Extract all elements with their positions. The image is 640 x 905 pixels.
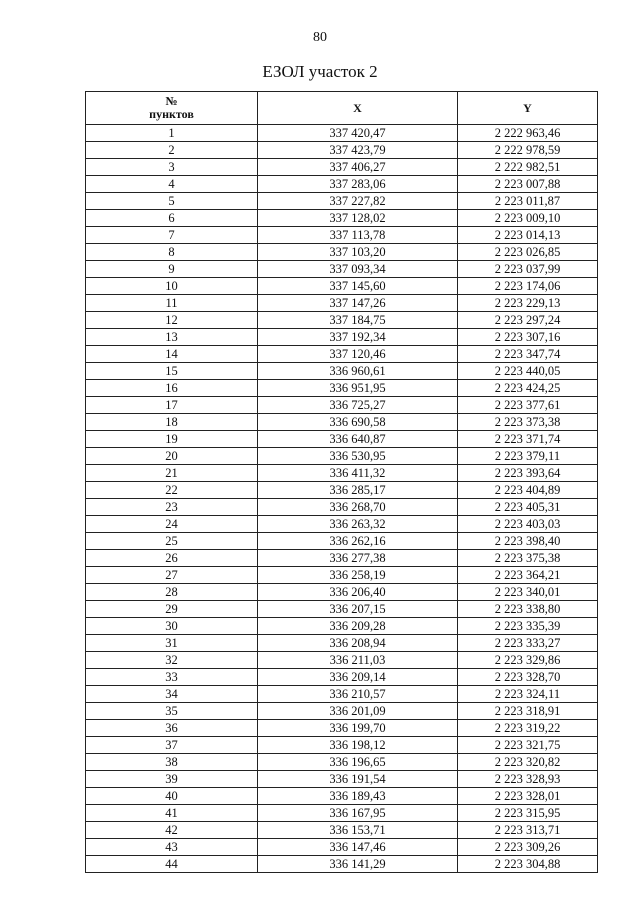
table-row <box>86 635 598 652</box>
x-coordinate-cell: 336 209,14 <box>258 669 458 686</box>
point-number-cell: 2 <box>86 142 258 159</box>
x-coordinate-cell: 336 199,70 <box>258 720 458 737</box>
point-number-cell: 37 <box>86 737 258 754</box>
x-coordinate-cell: 337 283,06 <box>258 176 458 193</box>
x-coordinate-cell: 336 141,29 <box>258 856 458 873</box>
table-header-row <box>86 92 598 125</box>
table-row <box>86 278 598 295</box>
table-row <box>86 669 598 686</box>
header-y: Y <box>458 92 598 125</box>
x-coordinate-cell: 337 406,27 <box>258 159 458 176</box>
y-coordinate-cell: 2 223 403,03 <box>458 516 598 533</box>
table-row <box>86 363 598 380</box>
point-number-cell: 16 <box>86 380 258 397</box>
point-number-cell: 42 <box>86 822 258 839</box>
point-number-cell: 13 <box>86 329 258 346</box>
point-number-cell: 19 <box>86 431 258 448</box>
point-number-cell: 3 <box>86 159 258 176</box>
point-number-cell: 43 <box>86 839 258 856</box>
y-coordinate-cell: 2 223 340,01 <box>458 584 598 601</box>
point-number-cell: 35 <box>86 703 258 720</box>
header-point-number <box>86 92 258 125</box>
x-coordinate-cell: 336 206,40 <box>258 584 458 601</box>
point-number-cell: 31 <box>86 635 258 652</box>
y-coordinate-cell: 2 223 304,88 <box>458 856 598 873</box>
x-coordinate-cell: 336 153,71 <box>258 822 458 839</box>
table-row <box>86 414 598 431</box>
table-row <box>86 567 598 584</box>
point-number-cell: 8 <box>86 244 258 261</box>
x-coordinate-cell: 337 420,47 <box>258 125 458 142</box>
point-number-cell: 39 <box>86 771 258 788</box>
table-row <box>86 499 598 516</box>
point-number-cell: 22 <box>86 482 258 499</box>
table-row <box>86 584 598 601</box>
table-row <box>86 601 598 618</box>
table-row <box>86 771 598 788</box>
y-coordinate-cell: 2 223 319,22 <box>458 720 598 737</box>
table-row <box>86 329 598 346</box>
point-number-cell: 18 <box>86 414 258 431</box>
y-coordinate-cell: 2 223 011,87 <box>458 193 598 210</box>
y-coordinate-cell: 2 223 007,88 <box>458 176 598 193</box>
y-coordinate-cell: 2 223 393,64 <box>458 465 598 482</box>
point-number-cell: 25 <box>86 533 258 550</box>
x-coordinate-cell: 336 209,28 <box>258 618 458 635</box>
point-number-cell: 28 <box>86 584 258 601</box>
table-row <box>86 431 598 448</box>
point-number-cell: 32 <box>86 652 258 669</box>
y-coordinate-cell: 2 223 377,61 <box>458 397 598 414</box>
x-coordinate-cell: 337 423,79 <box>258 142 458 159</box>
point-number-cell: 1 <box>86 125 258 142</box>
table-row <box>86 856 598 873</box>
x-coordinate-cell: 336 196,65 <box>258 754 458 771</box>
y-coordinate-cell: 2 223 405,31 <box>458 499 598 516</box>
y-coordinate-cell: 2 223 297,24 <box>458 312 598 329</box>
point-number-cell: 21 <box>86 465 258 482</box>
table-row <box>86 805 598 822</box>
table-row <box>86 312 598 329</box>
y-coordinate-cell: 2 223 307,16 <box>458 329 598 346</box>
point-number-cell: 27 <box>86 567 258 584</box>
y-coordinate-cell: 2 223 364,21 <box>458 567 598 584</box>
x-coordinate-cell: 336 208,94 <box>258 635 458 652</box>
x-coordinate-cell: 336 167,95 <box>258 805 458 822</box>
y-coordinate-cell: 2 223 440,05 <box>458 363 598 380</box>
point-number-cell: 7 <box>86 227 258 244</box>
x-coordinate-cell: 336 690,58 <box>258 414 458 431</box>
point-number-cell: 29 <box>86 601 258 618</box>
y-coordinate-cell: 2 223 373,38 <box>458 414 598 431</box>
x-coordinate-cell: 336 211,03 <box>258 652 458 669</box>
y-coordinate-cell: 2 223 329,86 <box>458 652 598 669</box>
table-row <box>86 465 598 482</box>
table-row <box>86 346 598 363</box>
table-row <box>86 550 598 567</box>
x-coordinate-cell: 336 198,12 <box>258 737 458 754</box>
point-number-cell: 33 <box>86 669 258 686</box>
table-row <box>86 703 598 720</box>
y-coordinate-cell: 2 223 328,70 <box>458 669 598 686</box>
table-row <box>86 533 598 550</box>
table-row <box>86 448 598 465</box>
y-coordinate-cell: 2 223 315,95 <box>458 805 598 822</box>
y-coordinate-cell: 2 223 328,93 <box>458 771 598 788</box>
y-coordinate-cell: 2 223 338,80 <box>458 601 598 618</box>
y-coordinate-cell: 2 222 982,51 <box>458 159 598 176</box>
y-coordinate-cell: 2 223 404,89 <box>458 482 598 499</box>
x-coordinate-cell: 336 411,32 <box>258 465 458 482</box>
y-coordinate-cell: 2 223 229,13 <box>458 295 598 312</box>
table-row <box>86 176 598 193</box>
page-number: 80 <box>313 30 327 45</box>
header-number-word: пунктов <box>149 107 194 121</box>
table-row <box>86 516 598 533</box>
table-row <box>86 295 598 312</box>
x-coordinate-cell: 336 189,43 <box>258 788 458 805</box>
y-coordinate-cell: 2 222 978,59 <box>458 142 598 159</box>
header-number-sign: № <box>165 94 178 108</box>
point-number-cell: 41 <box>86 805 258 822</box>
table-row <box>86 380 598 397</box>
point-number-cell: 44 <box>86 856 258 873</box>
table-row <box>86 754 598 771</box>
y-coordinate-cell: 2 223 379,11 <box>458 448 598 465</box>
y-coordinate-cell: 2 223 318,91 <box>458 703 598 720</box>
table-row <box>86 686 598 703</box>
y-coordinate-cell: 2 223 324,11 <box>458 686 598 703</box>
table-row <box>86 482 598 499</box>
point-number-cell: 4 <box>86 176 258 193</box>
x-coordinate-cell: 337 147,26 <box>258 295 458 312</box>
y-coordinate-cell: 2 223 328,01 <box>458 788 598 805</box>
point-number-cell: 11 <box>86 295 258 312</box>
x-coordinate-cell: 336 263,32 <box>258 516 458 533</box>
point-number-cell: 9 <box>86 261 258 278</box>
y-coordinate-cell: 2 223 347,74 <box>458 346 598 363</box>
table-row <box>86 720 598 737</box>
point-number-cell: 20 <box>86 448 258 465</box>
x-coordinate-cell: 337 120,46 <box>258 346 458 363</box>
x-coordinate-cell: 336 210,57 <box>258 686 458 703</box>
y-coordinate-cell: 2 223 037,99 <box>458 261 598 278</box>
page-title: ЕЗОЛ участок 2 <box>262 62 378 81</box>
point-number-cell: 10 <box>86 278 258 295</box>
x-coordinate-cell: 336 201,09 <box>258 703 458 720</box>
y-coordinate-cell: 2 223 375,38 <box>458 550 598 567</box>
table-row <box>86 737 598 754</box>
y-coordinate-cell: 2 223 313,71 <box>458 822 598 839</box>
x-coordinate-cell: 337 192,34 <box>258 329 458 346</box>
point-number-cell: 15 <box>86 363 258 380</box>
table-row <box>86 244 598 261</box>
x-coordinate-cell: 337 145,60 <box>258 278 458 295</box>
point-number-cell: 6 <box>86 210 258 227</box>
y-coordinate-cell: 2 223 309,26 <box>458 839 598 856</box>
y-coordinate-cell: 2 223 424,25 <box>458 380 598 397</box>
table-row <box>86 142 598 159</box>
point-number-cell: 5 <box>86 193 258 210</box>
x-coordinate-cell: 336 640,87 <box>258 431 458 448</box>
point-number-cell: 12 <box>86 312 258 329</box>
point-number-cell: 36 <box>86 720 258 737</box>
point-number-cell: 30 <box>86 618 258 635</box>
point-number-cell: 34 <box>86 686 258 703</box>
y-coordinate-cell: 2 223 320,82 <box>458 754 598 771</box>
header-x: X <box>258 92 458 125</box>
table-row <box>86 227 598 244</box>
y-coordinate-cell: 2 223 371,74 <box>458 431 598 448</box>
x-coordinate-cell: 336 147,46 <box>258 839 458 856</box>
x-coordinate-cell: 336 960,61 <box>258 363 458 380</box>
table-row <box>86 261 598 278</box>
x-coordinate-cell: 336 530,95 <box>258 448 458 465</box>
table-row <box>86 618 598 635</box>
x-coordinate-cell: 337 113,78 <box>258 227 458 244</box>
x-coordinate-cell: 336 268,70 <box>258 499 458 516</box>
y-coordinate-cell: 2 223 335,39 <box>458 618 598 635</box>
x-coordinate-cell: 336 262,16 <box>258 533 458 550</box>
x-coordinate-cell: 336 191,54 <box>258 771 458 788</box>
table-row <box>86 125 598 142</box>
point-number-cell: 40 <box>86 788 258 805</box>
x-coordinate-cell: 336 277,38 <box>258 550 458 567</box>
x-coordinate-cell: 336 725,27 <box>258 397 458 414</box>
table-row <box>86 652 598 669</box>
x-coordinate-cell: 336 285,17 <box>258 482 458 499</box>
y-coordinate-cell: 2 223 321,75 <box>458 737 598 754</box>
y-coordinate-cell: 2 223 014,13 <box>458 227 598 244</box>
table-row <box>86 397 598 414</box>
point-number-cell: 23 <box>86 499 258 516</box>
table-row <box>86 788 598 805</box>
x-coordinate-cell: 337 093,34 <box>258 261 458 278</box>
table-row <box>86 839 598 856</box>
point-number-cell: 14 <box>86 346 258 363</box>
y-coordinate-cell: 2 223 174,06 <box>458 278 598 295</box>
y-coordinate-cell: 2 223 026,85 <box>458 244 598 261</box>
point-number-cell: 38 <box>86 754 258 771</box>
x-coordinate-cell: 336 207,15 <box>258 601 458 618</box>
x-coordinate-cell: 337 227,82 <box>258 193 458 210</box>
y-coordinate-cell: 2 222 963,46 <box>458 125 598 142</box>
x-coordinate-cell: 336 258,19 <box>258 567 458 584</box>
table-row <box>86 193 598 210</box>
point-number-cell: 26 <box>86 550 258 567</box>
point-number-cell: 24 <box>86 516 258 533</box>
coordinates-table <box>85 91 598 873</box>
y-coordinate-cell: 2 223 398,40 <box>458 533 598 550</box>
y-coordinate-cell: 2 223 009,10 <box>458 210 598 227</box>
table-row <box>86 210 598 227</box>
y-coordinate-cell: 2 223 333,27 <box>458 635 598 652</box>
table-row <box>86 822 598 839</box>
x-coordinate-cell: 337 184,75 <box>258 312 458 329</box>
x-coordinate-cell: 336 951,95 <box>258 380 458 397</box>
table-row <box>86 159 598 176</box>
x-coordinate-cell: 337 103,20 <box>258 244 458 261</box>
x-coordinate-cell: 337 128,02 <box>258 210 458 227</box>
point-number-cell: 17 <box>86 397 258 414</box>
